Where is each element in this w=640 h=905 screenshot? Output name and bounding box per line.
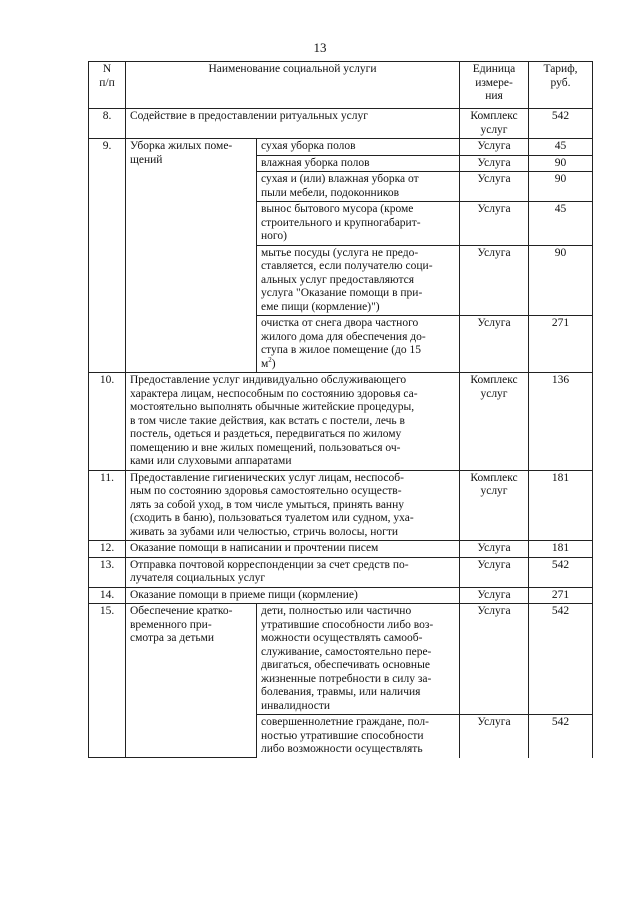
row-unit: Услуга (460, 316, 529, 373)
row-tariff: 271 (529, 587, 593, 604)
row-tariff: 181 (529, 470, 593, 541)
row-unit: Услуга (460, 155, 529, 172)
row-tariff: 542 (529, 604, 593, 715)
row-num: 12. (89, 541, 126, 558)
row-unit: Комплекс услуг (460, 109, 529, 139)
row-unit: Услуга (460, 172, 529, 202)
row-tariff: 542 (529, 715, 593, 758)
sub-service: мытье посуды (услуга не предо- ставляется, если получателю соци- альных услуг предоставляются услуга "Оказание помощи в при- еме пищи (кормление)") (257, 245, 460, 316)
row-unit: Услуга (460, 139, 529, 156)
header-service-name: Наименование социальной услуги (126, 62, 460, 109)
row-tariff: 90 (529, 172, 593, 202)
row-service: Предоставление гигиенических услуг лицам, неспособ- ным по состоянию здоровья самостоятельно осуществ- лять за собой уход, в том числе умыться, принять ванну (сходить в баню), пользоваться туалетом или судном, уха- живать за зубами или челюстью, стричь волосы, ногти (126, 470, 460, 541)
row-unit: Услуга (460, 541, 529, 558)
table-row (89, 557, 593, 587)
sub-service: сухая и (или) влажная уборка от пыли мебели, подоконников (257, 172, 460, 202)
sub-service: дети, полностью или частично утратившие способности либо воз- можности осуществлять самооб- служивание, самостоятельно пере- двигаться, обеспечивать основные жизненные потребности в силу за- болевания, травмы, или наличия инвалидности (257, 604, 460, 715)
row-service: Обеспечение кратко- временного при- смотра за детьми (126, 604, 257, 758)
row-num: 11. (89, 470, 126, 541)
table-row (89, 604, 593, 715)
row-num: 13. (89, 557, 126, 587)
row-unit: Комплекс услуг (460, 470, 529, 541)
page-number: 13 (313, 40, 327, 55)
row-tariff: 271 (529, 316, 593, 373)
header-unit: Единица измере- ния (460, 62, 529, 109)
row-unit: Услуга (460, 557, 529, 587)
row-num: 9. (89, 139, 126, 373)
row-tariff: 45 (529, 139, 593, 156)
table-row (89, 373, 593, 471)
row-tariff: 90 (529, 155, 593, 172)
table-row (89, 109, 593, 139)
row-tariff: 542 (529, 557, 593, 587)
row-tariff: 45 (529, 202, 593, 246)
table-row (89, 587, 593, 604)
row-tariff: 90 (529, 245, 593, 316)
row-unit: Услуга (460, 245, 529, 316)
row-service: Уборка жилых поме- щений (126, 139, 257, 373)
sub-service: сухая уборка полов (257, 139, 460, 156)
row-num: 15. (89, 604, 126, 758)
sub-service: вынос бытового мусора (кроме строительного и крупногабарит- ного) (257, 202, 460, 246)
row-unit: Комплекс услуг (460, 373, 529, 471)
row-num: 10. (89, 373, 126, 471)
row-num: 14. (89, 587, 126, 604)
row-unit: Услуга (460, 715, 529, 758)
row-tariff: 136 (529, 373, 593, 471)
sub-service: влажная уборка полов (257, 155, 460, 172)
header-tariff: Тариф, руб. (529, 62, 593, 109)
table-header-row (89, 62, 593, 109)
sub-service: совершеннолетние граждане, пол- ностью утратившие способности либо возможности осуществлять (257, 715, 460, 758)
row-unit: Услуга (460, 604, 529, 715)
header-num: N п/п (89, 62, 126, 109)
table-row (89, 470, 593, 541)
row-unit: Услуга (460, 202, 529, 246)
row-service: Отправка почтовой корреспонденции за счет средств по- лучателя социальных услуг (126, 557, 460, 587)
row-service: Оказание помощи в приеме пищи (кормление) (126, 587, 460, 604)
row-unit: Услуга (460, 587, 529, 604)
row-service: Оказание помощи в написании и прочтении писем (126, 541, 460, 558)
row-tariff: 542 (529, 109, 593, 139)
table-row (89, 139, 593, 156)
row-service: Содействие в предоставлении ритуальных услуг (126, 109, 460, 139)
row-tariff: 181 (529, 541, 593, 558)
table-row (89, 541, 593, 558)
sub-service: очистка от снега двора частного жилого дома для обеспечения до- ступа в жилое помещение (до 15 $м^2$) (257, 316, 460, 373)
tariff-table (88, 61, 593, 758)
row-service: Предоставление услуг индивидуально обслуживающего характера лицам, неспособным по состоянию здоровья са- мостоятельно выполнять обычные житейские процедуры, в том числе такие действия, как встать с постели, лечь в постель, одеться и раздеться, передвигаться по жилому помещению и вне жилых помещений, пользоваться оч- ками или слуховыми аппаратами (126, 373, 460, 471)
row-num: 8. (89, 109, 126, 139)
